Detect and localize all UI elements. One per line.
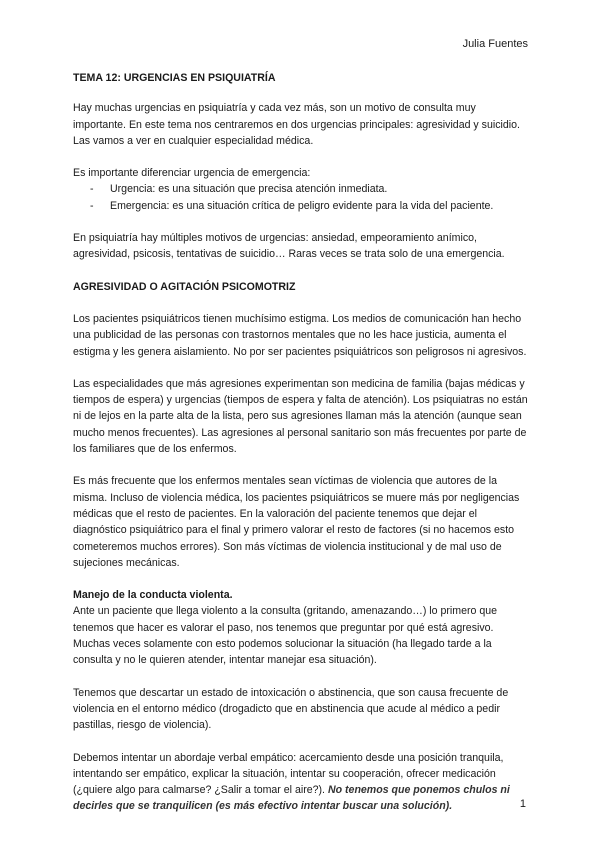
management-paragraph: Ante un paciente que llega violento a la consulta (gritando, amenazando…) lo primero que tenemos que hacer es valorar el paso, nos tenemos que preguntar por qué está agresivo. Muchas veces solamente con esto podemos solucionar la situación (ha llegado tarde a la consulta y no le quieren atender, intentar manejar esa situación). (73, 605, 498, 667)
verbal-approach-emphasis: No tenemos que ponemos chulos ni decirles que se tranquilicen (es más efectivo intentar buscar una solución). (73, 784, 510, 813)
verbal-approach-paragraph (73, 750, 531, 815)
stigma-paragraph: Los pacientes psiquiátricos tienen muchísimo estigma. Los medios de comunicación han hecho una publicidad de las personas con trastornos mentales que no les hace justicia, aumenta el estigma y les genera aislamiento. No por ser pacientes psiquiátricos son peligrosos ni agresivos. (73, 312, 527, 358)
page-number: 1 (519, 798, 526, 810)
definition-list (73, 181, 531, 214)
document-body (73, 70, 531, 831)
section-title: AGRESIVIDAD O AGITACIÓN PSICOMOTRIZ (73, 280, 296, 293)
subheading: Manejo de la conducta violenta. (73, 589, 233, 602)
difference-lead: Es importante diferenciar urgencia de emergencia: (73, 167, 311, 180)
specialties-paragraph: Las especialidades que más agresiones experimentan son medicina de familia (bajas médicas y tiempos de espera) y urgencias (tiempos de espera y falta de atención). Los psiquiatras no están ni de lejos en la parte alta de la lista, pero sus agresiones llaman más la atención (aunque sean mucho menos frecuentes). Las agresiones al personal sanitario son más frecuentes por parte de los familiares que de los enfermos. (73, 377, 528, 456)
verbal-approach-text: Debemos intentar un abordaje verbal empático: acercamiento desde una posición tranquila, intentando ser empático, explicar la situación, intentar su cooperación, ofrecer medicación (¿quiere algo para calmarse? ¿Salir a tomar el aire?). (73, 751, 504, 797)
intro-paragraph: Hay muchas urgencias en psiquiatría y cada vez más, son un motivo de consulta muy importante. En este tema nos centraremos en dos urgencias principales: agresividad y suicidio. Las vamos a ver en cualquier especialidad médica. (73, 102, 520, 147)
header-author: Julia Fuentes (462, 38, 528, 50)
victims-paragraph: Es más frecuente que los enfermos mentales sean víctimas de violencia que autores de la misma. Incluso de violencia médica, los pacientes psiquiátricos se muere más por negligencias médicas que el resto de pacientes. En la valoración del paciente tenemos que dejar el diagnóstico psiquiátrico para el final y primero valorar el resto de factores (si no hacemos esto cometeremos muchos errores). Son más víctimas de violencia institucional y de mal uso de sujeciones mecánicas. (73, 475, 520, 569)
list-item: - Emergencia: es una situación crítica de peligro evidente para la vida del paciente. (90, 198, 531, 214)
management-block (73, 587, 531, 668)
motives-paragraph: En psiquiatría hay múltiples motivos de urgencias: ansiedad, empeoramiento anímico, agresividad, psicosis, tentativas de suicidio… Raras veces se trata solo de una emergencia. (73, 232, 505, 261)
list-item: - Urgencia: es una situación que precisa atención inmediata. (90, 181, 531, 197)
document-title: TEMA 12: URGENCIAS EN PSIQUIATRÍA (73, 72, 276, 84)
intoxication-paragraph: Tenemos que descartar un estado de intoxicación o abstinencia, que son causa frecuente de violencia en el entorno médico (drogadicto que en abstinencia que acude al médico a pedir pastillas, riesgo de violencia). (73, 686, 509, 732)
